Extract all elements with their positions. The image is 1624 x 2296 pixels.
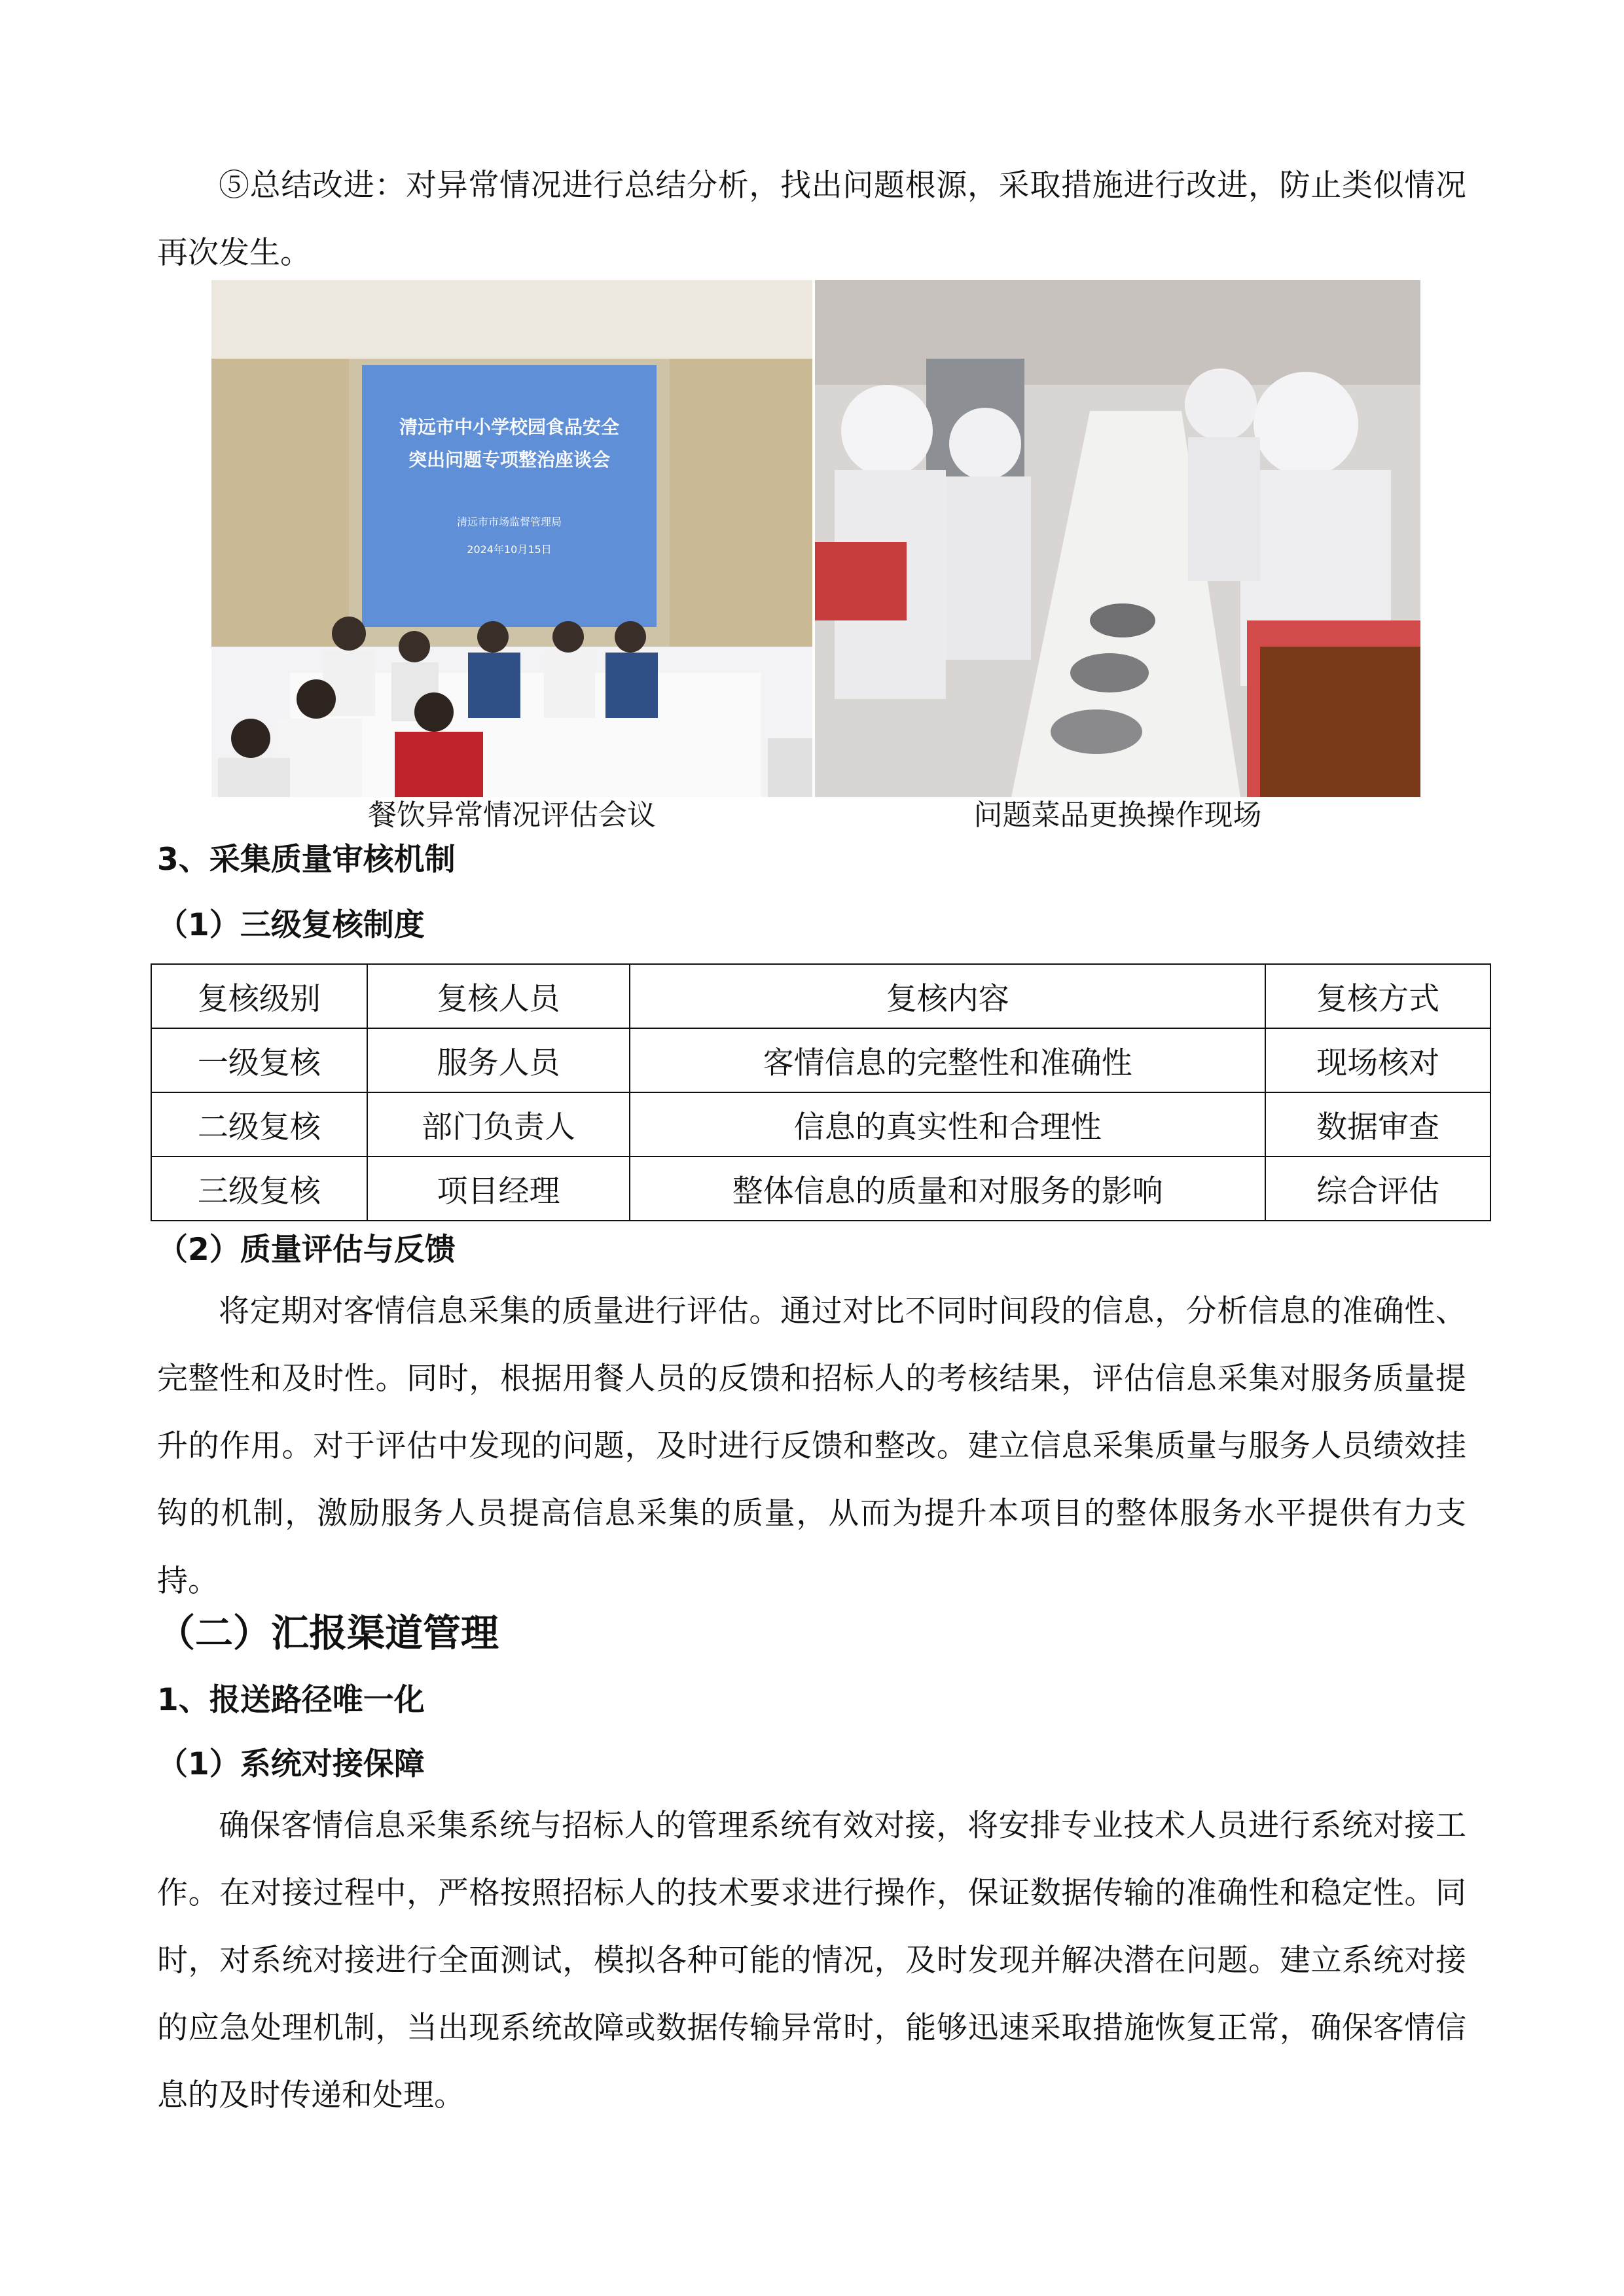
table-cell: 服务人员 [367,1028,630,1092]
table-header-cell: 复核方式 [1265,964,1490,1028]
paragraph-quality-evaluation: 将定期对客情信息采集的质量进行评估。通过对比不同时间段的信息，分析信息的准确性、完整性和及时性。同时，根据用餐人员的反馈和招标人的考核结果，评估信息采集对服务质量提升的作用。对于评估中发现的问题，及时进行反馈和整改。建立信息采集质量与服务人员绩效挂钩的机制，激励服务人员提高信息采集的质量，从而为提升本项目的整体服务水平提供有力支持。 [157,1293,1466,1599]
table-cell: 信息的真实性和合理性 [630,1092,1265,1157]
meeting-photo-caption: 餐饮异常情况评估会议 [368,798,656,832]
subsection-heading-quality-feedback: （2）质量评估与反馈 [157,1232,456,1268]
table-cell: 数据审查 [1265,1092,1490,1157]
table-header-cell: 复核级别 [151,964,367,1028]
table-cell: 综合评估 [1265,1157,1490,1221]
table-cell: 客情信息的完整性和准确性 [630,1028,1265,1092]
food-line-photo [815,280,1420,797]
review-table [151,963,1491,1221]
table-header-cell: 复核人员 [367,964,630,1028]
food-line-photo-caption: 问题菜品更换操作现场 [973,798,1262,832]
table-row [151,1028,1490,1092]
table-header-cell: 复核内容 [630,964,1265,1028]
screen-title-line-1: 清远市中小学校园食品安全 [399,416,619,438]
table-cell: 二级复核 [151,1092,367,1157]
screen-date: 2024年10月15日 [467,543,552,556]
table-row [151,1157,1490,1221]
table-cell: 项目经理 [367,1157,630,1221]
table-cell: 整体信息的质量和对服务的影响 [630,1157,1265,1221]
section-heading-unique-path: 1、报送路径唯一化 [157,1682,425,1718]
table-row [151,1092,1490,1157]
chapter-heading-reporting-channel: （二）汇报渠道管理 [157,1611,499,1655]
paragraph-summary-improvement: ⑤总结改进：对异常情况进行总结分析，找出问题根源，采取措施进行改进，防止类似情况再次发生。 [157,168,1466,271]
meeting-photo [211,280,812,797]
screen-organizer: 清远市市场监督管理局 [456,516,562,528]
screen-title-line-2: 突出问题专项整治座谈会 [408,449,610,471]
table-cell: 现场核对 [1265,1028,1490,1092]
section-heading-review-mechanism: 3、采集质量审核机制 [157,842,456,878]
subsection-heading-system-docking: （1）系统对接保障 [157,1746,425,1782]
paragraph-system-docking: 确保客情信息采集系统与招标人的管理系统有效对接，将安排专业技术人员进行系统对接工作。在对接过程中，严格按照招标人的技术要求进行操作，保证数据传输的准确性和稳定性。同时，对系统对接进行全面测试，模拟各种可能的情况，及时发现并解决潜在问题。建立系统对接的应急处理机制，当出现系统故障或数据传输异常时，能够迅速采取措施恢复正常，确保客情信息的及时传递和处理。 [157,1808,1466,2113]
subsection-heading-three-level: （1）三级复核制度 [157,907,425,943]
table-cell: 一级复核 [151,1028,367,1092]
table-cell: 三级复核 [151,1157,367,1221]
table-header-row [151,964,1490,1028]
table-cell: 部门负责人 [367,1092,630,1157]
